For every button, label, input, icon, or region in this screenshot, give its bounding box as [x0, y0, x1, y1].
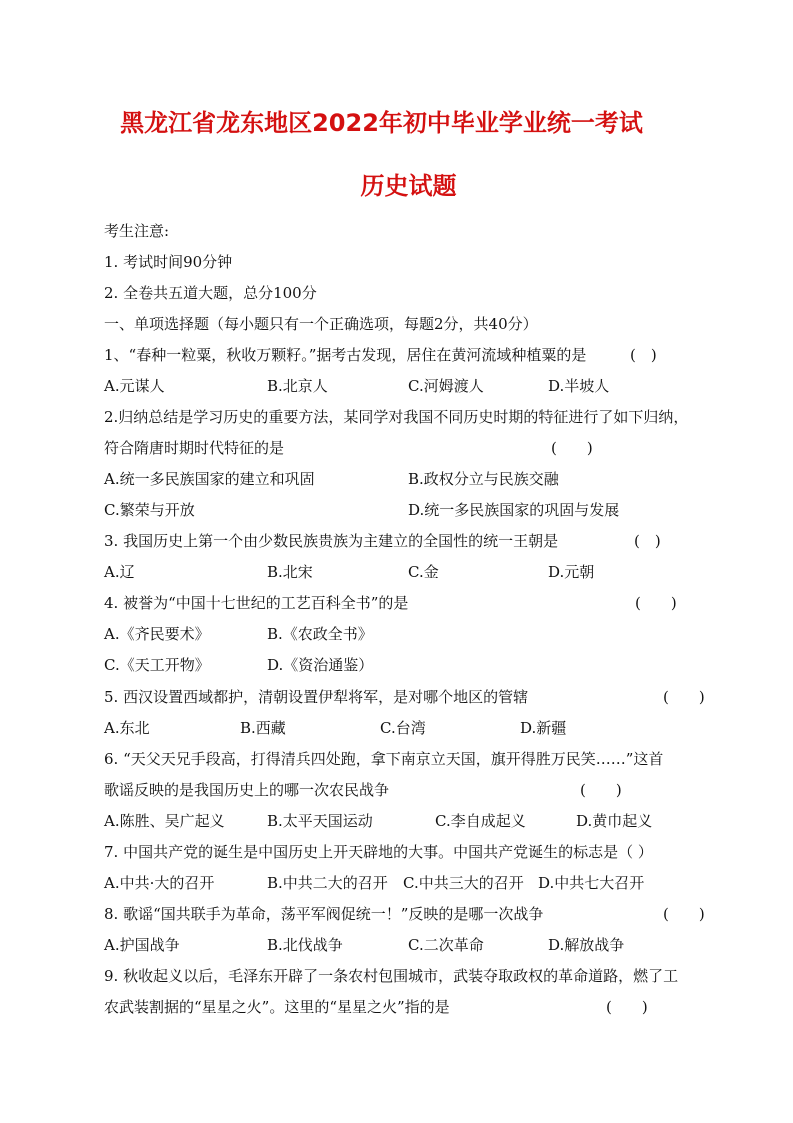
option: D.《资治通鉴）: [267, 656, 374, 674]
option: A.护国战争: [104, 936, 180, 954]
option: D.元朝: [548, 563, 595, 581]
question-stem: 2.归纳总结是学习历史的重要方法，某同学对我国不同历史时期的特征进行了如下归纳，: [104, 408, 689, 426]
option: B.太平天国运动: [267, 812, 373, 830]
section-heading: 一、单项选择题（每小题只有一个正确选项，每题2分，共40分）: [104, 315, 538, 333]
answer-paren: ( ): [630, 346, 657, 364]
question-stem: 7. 中国共产党的诞生是中国历史上开天辟地的大事。中国共产党诞生的标志是（ ）: [104, 843, 653, 861]
option: A.陈胜、吴广起义: [104, 812, 225, 830]
option: B.中共二大的召开: [267, 874, 388, 892]
option: D.半坡人: [548, 377, 610, 395]
option: B.西藏: [240, 719, 286, 737]
notice-item: 1. 考试时间90分钟: [104, 253, 233, 271]
exam-title: 黑龙江省龙东地区2022年初中毕业学业统一考试: [120, 109, 643, 137]
answer-paren: ( ): [551, 439, 593, 457]
answer-paren: ( ): [663, 688, 705, 706]
notice-item: 2. 全卷共五道大题，总分100分: [104, 284, 317, 302]
answer-paren: ( ): [580, 781, 622, 799]
option: C.二次革命: [408, 936, 484, 954]
option: B.北宋: [267, 563, 313, 581]
option: C.中共三大的召开: [403, 874, 524, 892]
question-stem: 5. 西汉设置西域都护，清朝设置伊犁将军，是对哪个地区的管辖: [104, 688, 529, 706]
exam-subtitle: 历史试题: [360, 172, 457, 200]
option: D.新疆: [520, 719, 567, 737]
question-stem: 1、“春种一粒粟，秋收万颗籽。”据考古发现，居住在黄河流域种植粟的是: [104, 346, 587, 364]
answer-paren: ( ): [635, 594, 677, 612]
option: C.《天工开物》: [104, 656, 210, 674]
question-stem: 6. “天父天兄手段高，打得清兵四处跑，拿下南京立天国，旗开得胜万民笑……”这首: [104, 750, 664, 768]
option: A.中共·大的召开: [104, 874, 215, 892]
question-stem: 9. 秋收起义以后，毛泽东开辟了一条农村包围城市，武装夺取政权的革命道路，燃了工: [104, 967, 679, 985]
option: A.东北: [104, 719, 150, 737]
option: B.北伐战争: [267, 936, 343, 954]
option: C.金: [408, 563, 439, 581]
answer-paren: ( ): [663, 905, 705, 923]
question-stem: 歌谣反映的是我国历史上的哪一次农民战争: [104, 781, 390, 799]
question-stem: 符合隋唐时期时代特征的是: [104, 439, 285, 457]
question-stem: 8. 歌谣“国共联手为革命，荡平军阀促统一！”反映的是哪一次战争: [104, 905, 544, 923]
option: D.解放战争: [548, 936, 625, 954]
option: D.统一多民族国家的巩固与发展: [408, 501, 620, 519]
option: A.统一多民族国家的建立和巩固: [104, 470, 315, 488]
option: D.中共七大召开: [538, 874, 645, 892]
option: B.《农政全书》: [267, 625, 373, 643]
question-stem: 农武装割据的“星星之火”。这里的“星星之火”指的是: [104, 998, 450, 1016]
option: D.黄巾起义: [576, 812, 653, 830]
question-stem: 4. 被誉为“中国十七世纪的工艺百科全书”的是: [104, 594, 409, 612]
notice-heading: 考生注意:: [104, 222, 170, 240]
answer-paren: ( ): [606, 998, 648, 1016]
option: A.《齐民要术》: [104, 625, 210, 643]
option: A.元谋人: [104, 377, 165, 395]
option: B.政权分立与民族交融: [408, 470, 559, 488]
answer-paren: ( ): [634, 532, 661, 550]
option: C.台湾: [380, 719, 426, 737]
option: C.李自成起义: [435, 812, 526, 830]
option: C.繁荣与开放: [104, 501, 195, 519]
option: C.河姆渡人: [408, 377, 484, 395]
question-stem: 3. 我国历史上第一个由少数民族贵族为主建立的全国性的统一王朝是: [104, 532, 559, 550]
option: A.辽: [104, 563, 135, 581]
option: B.北京人: [267, 377, 328, 395]
